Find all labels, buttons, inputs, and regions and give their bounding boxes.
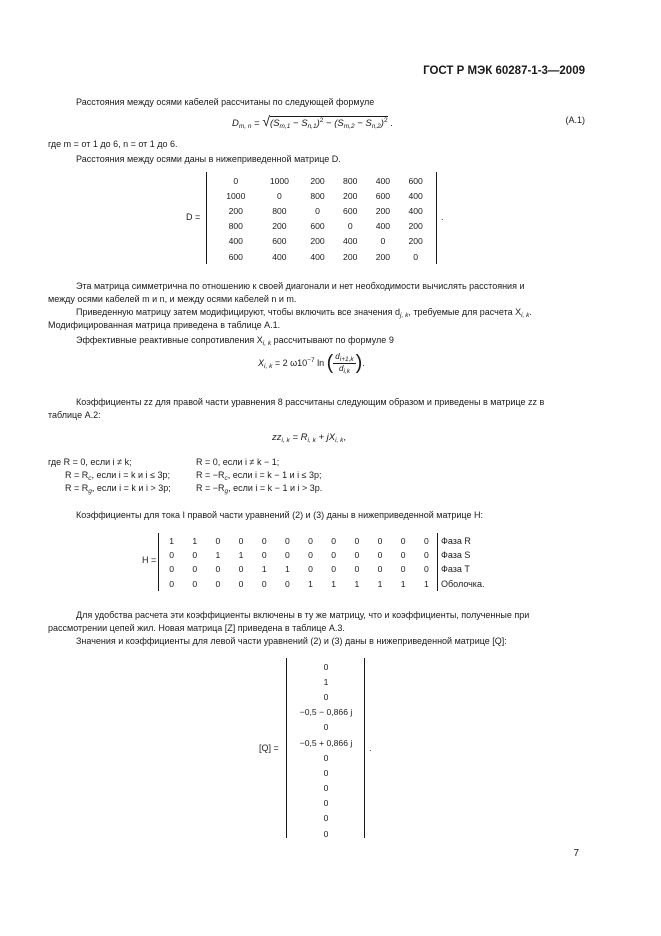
matrix-h-cell: 0 — [377, 550, 383, 561]
matrix-h-cell: 0 — [331, 550, 337, 561]
matrix-d-row — [214, 173, 432, 188]
matrix-d-row — [214, 249, 432, 264]
matrix-d-cell: 200 — [343, 190, 358, 201]
matrix-h-cell: 0 — [423, 550, 429, 561]
matrix-h-row — [160, 548, 438, 562]
matrix-d-cell: 200 — [272, 221, 287, 232]
formula-zz-r: = R — [292, 432, 308, 443]
matrix-h-cell: 1 — [238, 550, 244, 561]
matrix-q-row — [288, 689, 364, 704]
matrix-q-cell: 0 — [323, 798, 329, 809]
matrix-d-cell: 600 — [310, 221, 325, 232]
matrix-d-cell: 200 — [310, 236, 325, 247]
matrix-q-cell: 0 — [323, 722, 329, 733]
matrix-d-cell: 800 — [343, 175, 358, 186]
condition-a3: $R = R_g$, если i = k и i > 3p; — [65, 483, 171, 495]
matrix-h-cell: 0 — [215, 578, 221, 589]
matrix-d-cell: 0 — [347, 221, 353, 232]
matrix-h-cell: 0 — [354, 550, 360, 561]
matrix-h-cell: 0 — [423, 564, 429, 575]
matrix-d-cell: 600 — [228, 251, 243, 262]
matrix-h-cell: 0 — [284, 536, 290, 547]
matrix-d-left-bar — [206, 172, 207, 264]
matrix-h-cell: 1 — [354, 578, 360, 589]
matrix-d-cell: 400 — [408, 205, 423, 216]
matrix-q-row — [288, 796, 364, 811]
matrix-h-cell: 1 — [169, 536, 174, 547]
matrix-h-label: H = — [142, 555, 157, 565]
matrix-h-cell: 0 — [261, 578, 267, 589]
matrix-h-cell: 1 — [308, 578, 313, 589]
matrix-h-left-bar — [158, 533, 159, 591]
matrix-d-cell: 200 — [375, 251, 391, 262]
matrix-h-cell: 1 — [331, 578, 337, 589]
matrix-d-cell: 600 — [375, 190, 391, 201]
matrix-q-cell: 0 — [323, 783, 329, 794]
matrix-h-row-label: Фаза R — [441, 536, 471, 546]
where-m-n: где m = от 1 до 6, n = от 1 до 6. — [48, 139, 178, 149]
matrix-d-cell: 0 — [277, 190, 282, 201]
paragraph-h-intro: Коэффициенты для тока I правой части уравнений (2) и (3) даны в нижеприведенной матрице H: — [76, 510, 483, 520]
matrix-d-cell: 200 — [228, 205, 243, 216]
matrix-h-cell: 0 — [331, 536, 337, 547]
formula-zz-lhs: zz — [272, 432, 282, 443]
matrix-h-cell: 0 — [400, 564, 406, 575]
matrix-h-cell: 1 — [423, 578, 429, 589]
matrix-h-row-label: Фаза T — [441, 564, 470, 575]
matrix-q-row — [288, 826, 364, 841]
matrix-d-cell: 400 — [310, 251, 325, 262]
matrix-d-cell: 400 — [228, 236, 243, 247]
matrix-d-row — [214, 203, 432, 218]
matrix-q-row — [288, 674, 364, 689]
matrix-d-cell: 400 — [343, 236, 358, 247]
page-number: 7 — [573, 848, 579, 859]
paragraph-modify-l1: Приведенную матрицу затем модифицируют, чтобы включить все значения $d_{j, k}$, требуемые для расчета $X_{i, k}$. — [76, 307, 532, 319]
paragraph-zz-l1: Коэффициенты zz для правой части уравнения 8 рассчитаны следующим образом и приведены в матрице zz в — [76, 397, 545, 407]
matrix-q-row — [288, 750, 364, 765]
matrix-q-cell: −0,5 + 0,866 j — [299, 737, 353, 748]
formula-a1-lhs-sub: m, n — [238, 123, 252, 130]
matrix-d-cell: 200 — [375, 205, 391, 216]
matrix-d-row — [214, 188, 432, 203]
matrix-h-row-label: Фаза S — [441, 550, 471, 561]
matrix-h-row — [160, 562, 438, 576]
matrix-h-row-label: Оболочка. — [441, 578, 485, 589]
paragraph-symmetric-l1: Эта матрица симметрична по отношению к своей диагонали и нет необходимости вычислять расстояния и — [76, 281, 525, 291]
condition-a2: $R = R_c$, если i = k и i ≤ 3p; — [65, 470, 171, 482]
matrix-h-cell: 0 — [238, 536, 244, 547]
matrix-h — [160, 534, 438, 591]
matrix-h-cell: 0 — [284, 550, 290, 561]
matrix-d-label: D = — [186, 212, 201, 222]
matrix-h-cell: 0 — [354, 564, 360, 575]
matrix-d-row — [214, 234, 432, 249]
matrix-d-cell: 0 — [233, 175, 239, 186]
matrix-q-row — [288, 781, 364, 796]
formula-x-body: = 2 ω10 — [274, 357, 308, 368]
formula-reactance: $X_{i, k} = 2$ $\omega 10^{-7}$ ln ( $\frac{d_{i+1,k}}{d_{i,k}}$ ). — [258, 352, 365, 375]
matrix-d-right-bar — [436, 172, 437, 264]
paragraph-convenience-l2: рассмотрении цепей жил. Новая матрица [Z] приведена в таблице А.3. — [48, 623, 345, 633]
formula-zz: $zz_{i, k} = R_{i, k} + jX_{i, k}$, — [272, 432, 347, 444]
matrix-d-period: . — [441, 212, 444, 222]
matrix-q-cell: 0 — [323, 752, 329, 763]
matrix-d-cell: 600 — [343, 205, 358, 216]
matrix-d-cell: 1000 — [269, 175, 289, 186]
matrix-q-right-bar — [364, 658, 365, 838]
condition-a1: где R = 0, если i ≠ k; — [48, 457, 132, 467]
matrix-h-cell: 0 — [331, 564, 337, 575]
matrix-d-row — [214, 219, 432, 234]
matrix-q-cell: 0 — [323, 661, 329, 672]
matrix-q-row — [288, 735, 364, 750]
paragraph-zz-l2: таблице А.2: — [48, 410, 101, 420]
matrix-h-cell: 1 — [284, 564, 290, 575]
matrix-h-cell: 0 — [192, 550, 198, 561]
matrix-q-cell: 0 — [323, 767, 329, 778]
matrix-h-cell: 0 — [261, 550, 267, 561]
matrix-d-cell: 600 — [408, 175, 423, 186]
matrix-h-cell: 0 — [169, 578, 174, 589]
matrix-d-cell: 400 — [408, 190, 423, 201]
matrix-q-cell: 0 — [323, 813, 329, 824]
formula-a1-number: (A.1) — [565, 115, 585, 125]
matrix-d-cell: 800 — [228, 221, 243, 232]
paragraph-symmetric-l2: между осями кабелей m и n, и между осями кабелей n и m. — [48, 294, 297, 304]
matrix-h-cell: 0 — [308, 550, 313, 561]
matrix-q-row — [288, 811, 364, 826]
document-header: ГОСТ Р МЭК 60287-1-3—2009 — [423, 65, 585, 77]
matrix-d-cell: 0 — [413, 251, 419, 262]
matrix-q — [288, 659, 364, 841]
matrix-q-label: [Q] = — [259, 743, 279, 753]
matrix-q-cell: 1 — [323, 676, 329, 687]
matrix-h-row — [160, 534, 438, 548]
formula-a1-lhs: D — [232, 118, 239, 129]
matrix-q-row — [288, 720, 364, 735]
formula-x-ln: ln — [317, 357, 325, 368]
matrix-h-cell: 1 — [192, 536, 198, 547]
matrix-d-cell: 400 — [375, 175, 391, 186]
condition-b3: $R = -R_g$, если i = k − 1 и i > 3p. — [196, 483, 323, 495]
paragraph-modify-text-a: Приведенную матрицу затем модифицируют, чтобы включить все значения d — [76, 307, 401, 317]
matrix-d-cell: 1000 — [226, 190, 246, 201]
paragraph-reactance-text-b: рассчитывают по формуле 9 — [271, 335, 394, 345]
matrix-q-left-bar — [286, 658, 287, 838]
matrix-h-cell: 0 — [377, 564, 383, 575]
matrix-d-cell: 0 — [380, 236, 386, 247]
matrix-h-cell: 0 — [400, 536, 406, 547]
paragraph-reactance: Эффективные реактивные сопротивления $X_{i, k}$ рассчитывают по формуле 9 — [76, 335, 394, 347]
matrix-d-cell: 200 — [408, 236, 423, 247]
matrix-h-cell: 0 — [215, 536, 221, 547]
formula-a1: $D_{m, n} = √(S_{m,1} - S_{n,1})^2 - (S_{m,2} - S_{n,2})^2$ . — [232, 113, 393, 130]
matrix-h-cell: 1 — [377, 578, 383, 589]
matrix-h-cell: 1 — [215, 550, 221, 561]
paragraph-convenience-l1: Для удобства расчета эти коэффициенты включены в ту же матрицу, что и коэффициенты, полученные при — [76, 610, 530, 620]
matrix-h-cell: 0 — [192, 564, 198, 575]
paragraph-matrix-d-intro: Расстояния между осями даны в нижеприведенной матрице D. — [76, 154, 341, 164]
matrix-d-cell: 200 — [343, 251, 358, 262]
matrix-d-cell: 400 — [375, 221, 391, 232]
matrix-d-cell: 800 — [272, 205, 287, 216]
formula-x-exponent: −7 — [307, 356, 315, 364]
paragraph-q-intro: Значения и коэффициенты для левой части уравнений (2) и (3) даны в нижеприведенной матрице [Q]: — [76, 636, 507, 646]
matrix-d-cell: 800 — [310, 190, 325, 201]
matrix-q-row — [288, 705, 364, 720]
matrix-h-cell: 0 — [238, 578, 244, 589]
condition-b1: R = 0, если i ≠ k − 1; — [196, 457, 280, 467]
matrix-h-row-labels — [441, 534, 484, 591]
matrix-d-cell: 200 — [310, 175, 325, 186]
paragraph-distances-formula: Расстояния между осями кабелей рассчитаны по следующей формуле — [76, 97, 375, 107]
formula-x-fraction: $\frac{d_{i+1,k}}{d_{i,k}}$ — [335, 352, 354, 375]
matrix-h-cell: 1 — [400, 578, 406, 589]
matrix-h-cell: 0 — [261, 536, 267, 547]
matrix-h-cell: 0 — [308, 564, 313, 575]
matrix-h-cell: 0 — [423, 536, 429, 547]
matrix-d-cell: 200 — [408, 221, 423, 232]
matrix-h-cell: 0 — [354, 536, 360, 547]
matrix-q-period: . — [369, 743, 372, 753]
matrix-q-row — [288, 659, 364, 674]
paragraph-modify-text-b: , требуемые для расчета X — [408, 307, 522, 317]
matrix-d-cell: 0 — [315, 205, 320, 216]
matrix-h-row — [160, 577, 438, 591]
matrix-h-cell: 1 — [261, 564, 267, 575]
paragraph-modify-l2: Модифицированная матрица приведена в таблице А.1. — [48, 320, 281, 330]
matrix-d-cell: 600 — [272, 236, 287, 247]
formula-zz-jx: + jX — [318, 432, 336, 443]
matrix-h-cell: 0 — [169, 564, 174, 575]
matrix-h-cell: 0 — [169, 550, 174, 561]
matrix-q-row — [288, 765, 364, 780]
matrix-h-cell: 0 — [192, 578, 198, 589]
paragraph-reactance-text-a: Эффективные реактивные сопротивления X — [76, 335, 263, 345]
matrix-q-cell: 0 — [323, 691, 329, 702]
matrix-h-cell: 0 — [400, 550, 406, 561]
matrix-h-cell: 0 — [308, 536, 313, 547]
matrix-h-cell: 0 — [377, 536, 383, 547]
matrix-d-cell: 400 — [272, 251, 287, 262]
matrix-h-cell: 0 — [284, 578, 290, 589]
matrix-h-cell: 0 — [215, 564, 221, 575]
condition-b2: $R = -R_c$, если i = k − 1 и i ≤ 3p; — [196, 470, 322, 482]
matrix-q-cell: 0 — [323, 828, 329, 839]
matrix-q-cell: −0,5 − 0,866 j — [299, 707, 353, 718]
matrix-d — [214, 173, 432, 264]
matrix-h-cell: 0 — [238, 564, 244, 575]
